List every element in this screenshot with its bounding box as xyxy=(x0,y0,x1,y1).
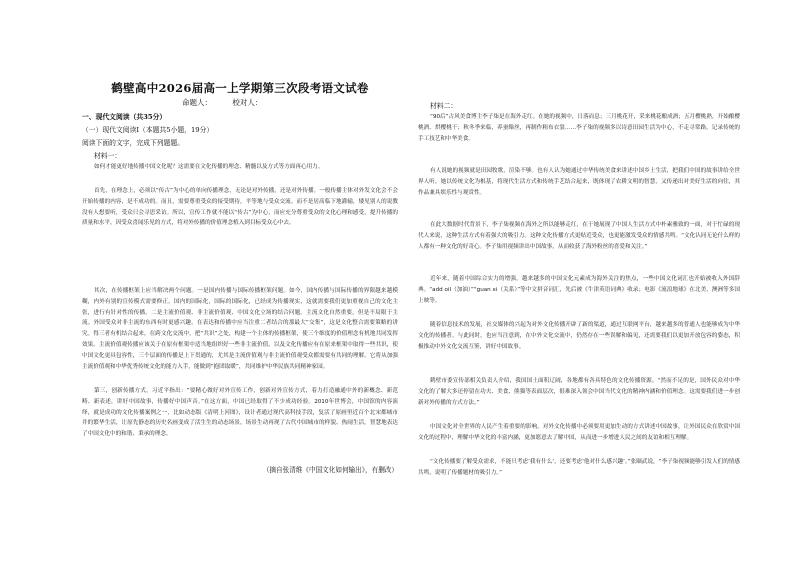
right-paragraph-6: 鹤壁市委宣传部相关负责人介绍，我国国土面积辽阔，各地都有各具特色的文化传播资源。“然而不足的是，国外民众对中华文化的了解大多还停留在功夫、美食、熊猫等表面层次，很难深入领会中国当代文化的精神内涵和价值理念。这需要我们进一步创新对外传播的方式方法。” xyxy=(418,378,740,406)
setter-label: 命题人： xyxy=(182,98,212,107)
right-paragraph-7: 中国文化对全世界的人民产生着重要的影响，对外文化传播中必须要用更加生动的方式讲述中国故事，让外国民众在欣赏中国文化的过程中，理解中华文化的丰富内涵，更加愿意去了解中国，从而进一步增进人民之间的友谊和相互理解。 xyxy=(418,424,740,441)
subsection-heading: （一）现代文阅读Ⅰ（本题共5小题，19分） xyxy=(82,126,214,134)
checker-label: 校对人： xyxy=(232,98,263,107)
left-paragraph-3: 其次，在传播框架上应当解决两个问题。一是国内传播与国际传播框架问题。如今，国内传播与国际传播的界限越来越模糊，内外有别的宣传模式需要修正。国内的国际化，国际的国际化，已经成为传播现实，这就需要我们更加重视自己的文化主张，进行有针对性的传播。二是主流价值观、非主流价值观、中国文化立场的结合问题。主流文化自然重要，但是不局限于主流。外国受众对非主流的东西有时更感兴趣，在表达和传播中应当注重二者结合的那最大“交集”，这是文化整合需要策略的讲究。得三者有机结合起来，在跨文化交流中，把“共识”之处，构建一个主体的传播框架，使三个维度的价值理念有机地共同发挥效果。主流价值观传播应该关于在原有框架中适当地组织好一些非主流价值，以及文化传播应有在原来框架中取得一些共识，使中国文化更具包容性，三个层面的传播是上下贯通的，尤其是主流价值观与非主流价值观受众都需要有共同的理解。它将从加强主流价值观和中华优秀传统文化的能力入手，能做到“抱团取暖”，共同维护中华民族共同精神家园。 xyxy=(82,288,398,370)
right-paragraph-2: 有人说她的视频就是田园牧歌，渲染不够。也有人认为她通过中华传统美食来讲述中国乡土生活，把我们中国的故事讲给全世界人听。她以传统文化为根基，将现代生活方式和传统手艺结合起来，既体现了农耕文明的智慧，又传递出对美好生活的向往，其作品兼具娱乐性与观赏性。 xyxy=(418,168,740,196)
material-one-label: 材料一： xyxy=(94,152,122,160)
right-paragraph-3: 在此大数据时代背景下，李子柒视频在海外之所以能够走红，在于她展现了中国人生活方式中朴素雅致的一面，对于忙碌的现代人来说，这种生活方式有着强大的吸引力。这种文化传播方式更贴近受众，也更能激发受众的情感共鸣。“文化认同无论什么样的人都有一种文化的好奇心。李子柒用视频讲出中国故事，从而收获了海外粉丝的喜爱和关注。” xyxy=(418,222,740,250)
exam-meta xyxy=(182,97,280,108)
source-citation: （摘自张清维《中国文化如何输出》，有删改） xyxy=(262,466,398,474)
material-two-label: 材料二： xyxy=(430,102,458,110)
right-paragraph-1: “90后”古风美食博主李子柒是在海外走红。在她的视频中，日落而息；三月桃花开，采来桃花酿成酒；五月樱桃熟，开始酿樱桃酒、烘樱桃干；秋冬季来临，养蚕缫丝，再制作粗布衣裳……李子柒的视频多以诗意田园生活为中心，不走寻常路，记录传统的手工技艺和中华美食。 xyxy=(418,114,740,142)
left-column xyxy=(82,0,398,562)
exam-title: 鹤壁高中2026届高一上学期第三次段考语文试卷 xyxy=(111,81,369,95)
left-paragraph-1: 如何才能更好地传播中国文化呢？这需要在文化传播的理念、精髓以及方式等方面再心用力。 xyxy=(94,164,324,170)
right-column xyxy=(418,0,740,562)
section-heading: 一、现代文阅读（共35分） xyxy=(82,113,167,121)
left-paragraph-2: 首先，在理念上，必须以“传古”为中心的单向传播理念，无论是对外传播，还是对外传播。一般传播主体对外发文化会不会开始传播的内容，是不成功的。而且，需要尊重受众的接受期待，平等地与受众交流。而不是居高临下地灌输，矮见别人的说教没有人想要听，受众只会寻思采访。所以，宣传工作就不能以“传古”为中心，而应充分尊重受众的文化心理和感受，提升传播的质量和水平，因受众喜闻乐见的方式，将对外传播的价值理念植入到目标受众心中去。 xyxy=(82,188,398,227)
right-paragraph-5: 随着信息技术的发展，社交媒体的兴起为对外文化传播开辟了新的渠道，通过互联网平台，越来越多的普通人也能够成为中华文化的传播者。与此同时，也应当注意到，在中外文化交流中，仍然存在一些误解和偏见，还需要我们以更加开放包容的姿态，积极推动中外文化交流互鉴，讲好中国故事。 xyxy=(418,322,740,350)
left-paragraph-4: 第三，创新传播方式，习近平指出：“要精心做好对外宣传工作，创新对外宣传方式，着力打造融通中外的新概念、新范畴、新表述，讲好中国故事，传播好中国声音。”在这方面，中国已经取得了不少成功经验。2010年世博会，中国馆的内容演绎，就是成功的文化传播案例之一，比如动态版《清明上河图》，设计者通过现代高科技手段，复活了原画里近百个北宋都城市井的繁华生活，让原先静态的历史名画变成了活生生的动态场景，场景生动再现了古代中国城市的样貌、热闹生活，智慧地表达了中国文化中的和谐、秉承的理念。 xyxy=(82,388,398,438)
reading-instruction: 阅读下面的文字，完成下列题题。 xyxy=(82,139,184,147)
right-paragraph-4: 近年来，随着中国综合实力的增强，越来越多的中国文化元素成为海外关注的焦点，一些中国文化词汇也开始被收入外国辞典。“add oil（加油）”“guan xi（关系）”等中文拼音词汇，先后被《牛津英语词典》收录；电影《流浪地球》在北美、澳洲等多国上映等。 xyxy=(418,276,740,304)
right-paragraph-8: “文化传播要了解受众需求，不能只考虑‘我有什么’，还要考虑‘他对什么感兴趣’。”张颐武说，“李子柒视频能够引发人们的情感共鸣，说明了传播题材的吸引力。” xyxy=(418,459,740,476)
